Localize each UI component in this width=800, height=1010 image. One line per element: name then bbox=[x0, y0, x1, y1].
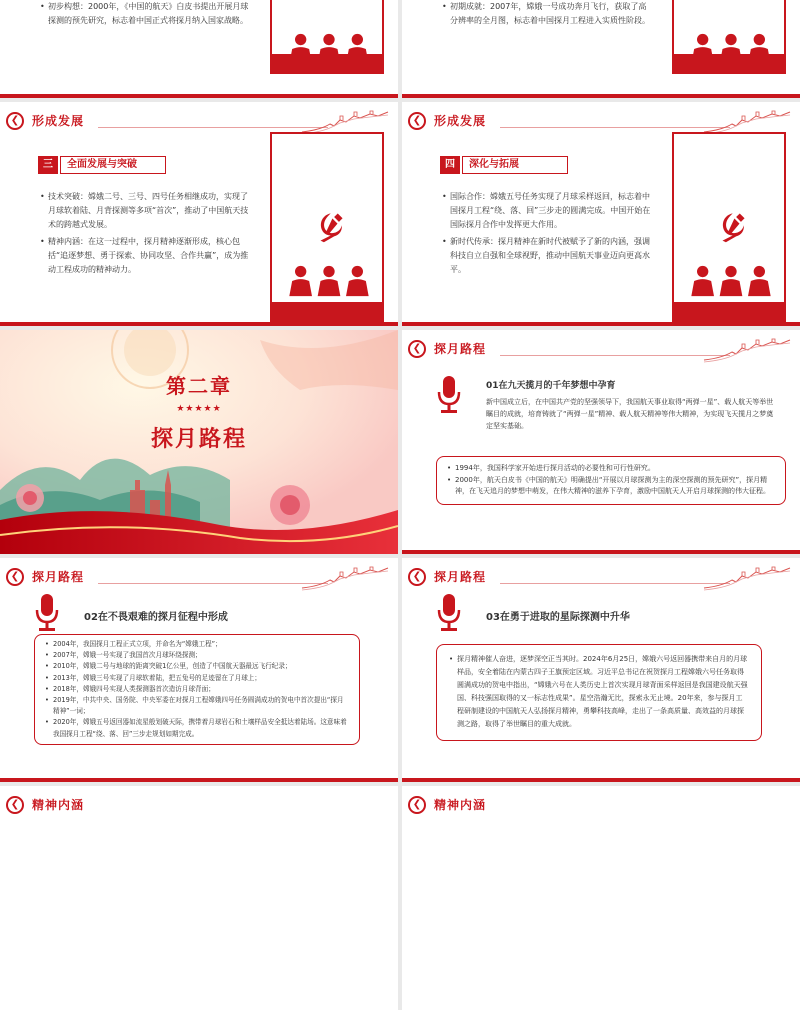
bottom-bar bbox=[402, 94, 800, 98]
people-icon bbox=[286, 264, 372, 298]
bullet-item: • 新时代传承：探月精神在新时代被赋予了新的内涵，强调科技自立自强和全球视野，推动中国航天事业迈向更高水平。 bbox=[442, 235, 654, 277]
section-title: 01在九天揽月的千年梦想中孕育 bbox=[486, 381, 616, 391]
microphone-icon bbox=[34, 594, 60, 634]
back-arrow-icon[interactable]: ❮ bbox=[408, 112, 426, 130]
panel-base bbox=[272, 54, 382, 72]
bullet-item: • 2010年，嫦娥二号与地球的距离突破1亿公里，创造了中国航天器最远飞行纪录； bbox=[45, 661, 349, 672]
content-box bbox=[436, 644, 762, 741]
bottom-bar bbox=[0, 778, 398, 782]
slide-header bbox=[6, 566, 396, 590]
badge-label: 全面发展与突破 bbox=[60, 156, 166, 174]
slide-header bbox=[408, 338, 798, 362]
slide-4 bbox=[402, 102, 800, 326]
bullet-item: • 2000年，航天白皮书《中国的航天》明确提出“开展以月球探测为主的深空探测的预先研究”，探月精神，在飞天追月的梦想中萌发，在伟大精神的滋养下孕育，激励中国航天人开启月球探测的伟大征程。 bbox=[447, 475, 775, 497]
bullet-item: • 2004年，我国探月工程正式立项，并命名为“嫦娥工程”； bbox=[45, 639, 349, 650]
section-badge bbox=[38, 156, 166, 174]
slide-10 bbox=[402, 786, 800, 1010]
bullet-item: • 国际合作：嫦娥五号任务实现了月球采样返回，标志着中国探月工程“绕、落、回”三步走的圆满完成。中国开始在国际探月合作中发挥更大作用。 bbox=[442, 190, 654, 232]
slide-2 bbox=[402, 0, 800, 98]
header-title: 探月路程 bbox=[434, 342, 487, 356]
header-title: 形成发展 bbox=[434, 114, 487, 128]
header-divider bbox=[98, 127, 328, 128]
decor-panel bbox=[672, 0, 786, 74]
microphone-icon bbox=[436, 594, 462, 634]
header-title: 探月路程 bbox=[32, 570, 85, 584]
slide-6 bbox=[402, 330, 800, 554]
slide-header bbox=[408, 110, 798, 134]
header-title: 形成发展 bbox=[32, 114, 85, 128]
great-wall-icon bbox=[702, 566, 792, 592]
great-wall-icon bbox=[300, 566, 390, 592]
chapter-title: 第二章 bbox=[166, 374, 232, 398]
bullet-item: • 2018年，嫦娥四号实现人类探测器首次造访月球背面； bbox=[45, 684, 349, 695]
back-arrow-icon[interactable]: ❮ bbox=[408, 340, 426, 358]
header-divider bbox=[500, 355, 730, 356]
slide-header bbox=[408, 566, 798, 590]
header-divider bbox=[98, 583, 328, 584]
back-arrow-icon[interactable]: ❮ bbox=[408, 796, 426, 814]
party-emblem-icon bbox=[714, 210, 748, 244]
decor-panel bbox=[270, 132, 384, 322]
party-emblem-icon bbox=[312, 210, 346, 244]
bullet-item: • 初步构想：2000年，《中国的航天》白皮书提出开展月球探测的预先研究，标志着中国正式将探月纳入国家战略。 bbox=[40, 0, 252, 28]
bottom-bar bbox=[0, 322, 398, 326]
people-icon bbox=[688, 264, 774, 298]
slide-header bbox=[408, 794, 798, 818]
header-divider bbox=[500, 127, 730, 128]
bullet-item: • 1994年，我国科学家开始进行探月活动的必要性和可行性研究。 bbox=[447, 463, 775, 474]
slide-5-chapter-cover bbox=[0, 330, 398, 554]
back-arrow-icon[interactable]: ❮ bbox=[6, 568, 24, 586]
bullet-list bbox=[40, 0, 252, 31]
header-title: 探月路程 bbox=[434, 570, 487, 584]
bullet-list bbox=[442, 190, 654, 280]
slide-8 bbox=[402, 558, 800, 782]
slide-3 bbox=[0, 102, 398, 326]
bottom-bar bbox=[0, 94, 398, 98]
bullet-item: • 初期成就：2007年，嫦娥一号成功奔月飞行，获取了高分辨率的全月图，标志着中国探月工程进入实质性阶段。 bbox=[442, 0, 654, 28]
bullet-item: • 2020年，嫦娥五号返回器如流星般划破天际，携带着月球岩石和土壤样品安全抵达着陆场。这意味着我国探月工程“绕、落、回”三步走规划如期完成。 bbox=[45, 717, 349, 739]
back-arrow-icon[interactable]: ❮ bbox=[6, 796, 24, 814]
section-title: 03在勇于进取的星际探测中升华 bbox=[486, 612, 630, 623]
chapter-subtitle: 探月路程 bbox=[150, 427, 247, 452]
bullet-item: • 技术突破：嫦娥二号、三号、四号任务相继成功，实现了月球软着陆、月背探测等多项“首次”，推动了中国航天技术的跨越式发展。 bbox=[40, 190, 252, 232]
section-badge bbox=[440, 156, 568, 174]
bullet-item: • 2013年，嫦娥三号实现了月球软着陆，把五兔号的足迹留在了月球上； bbox=[45, 673, 349, 684]
slide-7 bbox=[0, 558, 398, 782]
great-wall-icon bbox=[702, 338, 792, 364]
panel-base bbox=[674, 302, 784, 320]
bottom-bar bbox=[402, 322, 800, 326]
header-divider bbox=[500, 583, 730, 584]
slide-header bbox=[6, 794, 396, 818]
badge-number: 四 bbox=[440, 156, 460, 174]
slide-header bbox=[6, 110, 396, 134]
decor-panel bbox=[672, 132, 786, 322]
section-title: 02在不畏艰难的探月征程中形成 bbox=[84, 612, 228, 623]
header-title: 精神内涵 bbox=[32, 798, 85, 812]
bullet-item: • 探月精神催人奋进，逐梦深空正当其时。2024年6月25日，嫦娥六号返回器携带来自月的月球样品，安全着陆在内蒙古四子王旗预定区域。习近平总书记在祝贺探月工程嫦娥六号任务取得圆满成功的贺电中指出，“嫦娥六号在人类历史上首次实现月球背面采样返回是我国建设航天强国、科技强国取得的又一标志性成果”。星空浩瀚无比，探索永无止境。20年来，参与探月工程研制建设的中国航天人弘扬探月精神，勇攀科技高峰，走出了一条高质量、高效益的月球探测之路，取得了举世瞩目的重大成就。 bbox=[449, 653, 749, 731]
bullet-list bbox=[442, 0, 654, 31]
header-title: 精神内涵 bbox=[434, 798, 487, 812]
content-box bbox=[34, 634, 360, 745]
panel-base bbox=[674, 54, 784, 72]
bullet-item: • 精神内涵：在这一过程中，探月精神逐渐形成，核心包括“追逐梦想、勇于探索、协同攻坚、合作共赢”，成为推动工程成功的精神动力。 bbox=[40, 235, 252, 277]
intro-paragraph: 新中国成立后，在中国共产党的坚强领导下，我国航天事业取得“两弹一星”、载人航天等举世瞩目的成就，培育铸就了“两弹一星”精神、载人航天精神等伟大精神，为实现飞天揽月之梦奠定坚实基础。 bbox=[486, 398, 774, 430]
back-arrow-icon[interactable]: ❮ bbox=[6, 112, 24, 130]
microphone-icon bbox=[436, 376, 462, 416]
bullet-list bbox=[40, 190, 252, 280]
back-arrow-icon[interactable]: ❮ bbox=[408, 568, 426, 586]
bottom-bar bbox=[402, 778, 800, 782]
slide-9 bbox=[0, 786, 398, 1010]
bullet-item: • 2007年，嫦娥一号实现了我国首次月球环绕探测； bbox=[45, 650, 349, 661]
badge-number: 三 bbox=[38, 156, 58, 174]
panel-base bbox=[272, 302, 382, 320]
content-box bbox=[436, 456, 786, 505]
slide-1 bbox=[0, 0, 398, 98]
decor-panel bbox=[270, 0, 384, 74]
bullet-item: • 2019年，中共中央、国务院、中央军委在对探月工程嫦娥四号任务圆满成功的贺电中首次提出“探月精神”一词； bbox=[45, 695, 349, 717]
stars-decoration: ★★★★★ bbox=[176, 404, 222, 414]
badge-label: 深化与拓展 bbox=[462, 156, 568, 174]
bottom-bar bbox=[402, 550, 800, 554]
